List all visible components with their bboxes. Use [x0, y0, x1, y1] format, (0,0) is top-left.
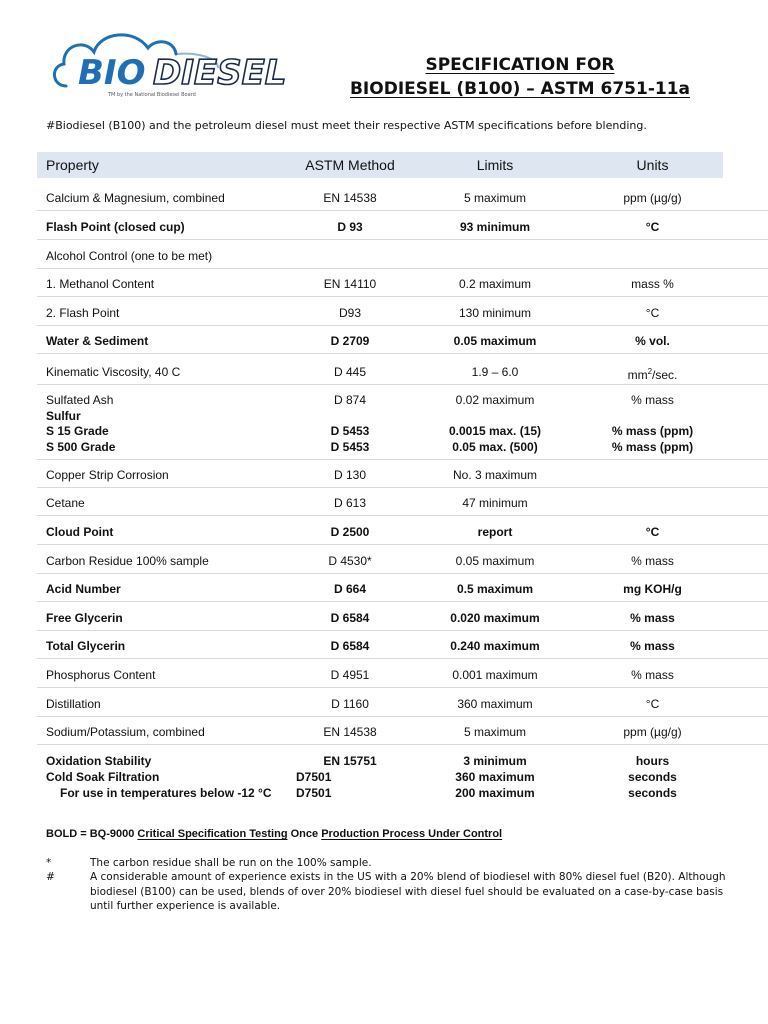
unit-superscript: 2 [647, 367, 653, 376]
table-cell-unit: hours [635, 754, 670, 768]
title-line-1: SPECIFICATION FOR [425, 55, 615, 75]
table-cell-limit: 0.05 maximum [453, 334, 537, 348]
table-cell-property: S 15 Grade [46, 424, 109, 438]
table-cell-limit: 0.02 maximum [455, 393, 535, 407]
row-divider [37, 658, 768, 659]
table-cell-limit: 0.020 maximum [450, 611, 540, 625]
table-cell-limit: 5 maximum [463, 725, 526, 739]
table-cell-limit: 0.5 maximum [456, 582, 534, 596]
table-cell-limit: 0.2 maximum [458, 277, 532, 291]
table-cell-property: 1. Methanol Content [46, 277, 155, 291]
row-divider [37, 573, 768, 574]
legend-prefix: BOLD = BQ-9000 [46, 828, 138, 840]
table-cell-property: Sodium/Potassium, combined [46, 725, 205, 739]
table-cell-unit: °C [645, 220, 660, 234]
table-cell-property: 2. Flash Point [46, 306, 120, 320]
table-cell-method: D 613 [333, 496, 367, 510]
header-astm-method: ASTM Method [305, 157, 395, 173]
bold-legend [46, 828, 502, 840]
table-cell-limit: 1.9 – 6.0 [471, 365, 519, 379]
table-cell-property: Acid Number [46, 582, 121, 596]
header-limits: Limits [476, 157, 514, 173]
table-cell-property: Cold Soak Filtration [46, 770, 160, 784]
table-cell-limit: 0.0015 max. (15) [448, 424, 542, 438]
table-cell-unit: % mass [630, 611, 675, 625]
table-cell-unit: % mass (ppm) [611, 424, 694, 438]
row-divider [37, 296, 768, 297]
table-cell-unit: % mass (ppm) [611, 440, 694, 454]
table-cell-property: Sulfated Ash [46, 393, 114, 407]
table-cell-limit: 200 maximum [455, 786, 535, 800]
table-cell-limit: 0.05 maximum [455, 554, 535, 568]
table-cell-limit: 360 maximum [457, 697, 533, 711]
table-cell-property: Water & Sediment [46, 334, 149, 348]
table-cell-method: D 2709 [330, 334, 370, 348]
table-cell-unit: % mass [631, 668, 674, 682]
row-divider [37, 239, 768, 240]
footnote-mark-1: * [46, 857, 52, 869]
table-cell-method: D 130 [333, 468, 367, 482]
row-divider [37, 515, 768, 516]
table-cell-unit: % vol. [635, 334, 670, 348]
table-cell-property: Cetane [46, 496, 85, 510]
table-cell-method: D 93 [337, 220, 363, 234]
table-cell-unit: seconds [628, 786, 677, 800]
row-divider [37, 544, 768, 545]
table-cell-limit: 360 maximum [455, 770, 535, 784]
table-cell-method: D 445 [333, 365, 367, 379]
table-cell-unit: °C [645, 697, 660, 711]
table-cell-property: Phosphorus Content [46, 668, 156, 682]
table-cell-property: Oxidation Stability [46, 754, 152, 768]
table-cell-property: Calcium & Magnesium, combined [46, 191, 225, 205]
table-cell-unit: °C [645, 306, 660, 320]
row-divider [37, 210, 768, 211]
row-divider [37, 630, 768, 631]
table-cell-limit: 5 maximum [463, 191, 526, 205]
intro-note: #Biodiesel (B100) and the petroleum diesel must meet their respective ASTM specifications before blending. [46, 119, 647, 132]
table-cell-property: Alcohol Control (one to be met) [46, 249, 213, 263]
biodiesel-logo [48, 24, 318, 104]
table-cell-method: EN 14110 [323, 277, 377, 291]
row-divider [37, 459, 768, 460]
table-cell-method: D93 [338, 306, 361, 320]
table-cell-limit: 47 minimum [462, 496, 528, 510]
table-cell-unit: seconds [628, 770, 677, 784]
table-cell-limit: 3 minimum [463, 754, 527, 768]
table-cell-property: Cloud Point [46, 525, 114, 539]
table-cell-method: D 4951 [330, 668, 370, 682]
table-cell-method: D 664 [333, 582, 367, 596]
row-divider [37, 744, 768, 745]
row-divider [37, 687, 768, 688]
table-cell-property: Carbon Residue 100% sample [46, 554, 209, 568]
table-cell-unit: ppm (µg/g) [623, 725, 682, 739]
table-cell-method: D 2500 [330, 525, 370, 539]
table-cell-limit: 0.05 max. (500) [452, 440, 538, 454]
row-divider [37, 601, 768, 602]
row-divider [37, 384, 768, 385]
table-cell-property: Sulfur [46, 409, 81, 423]
row-divider [37, 487, 768, 488]
legend-mid: Once [287, 828, 322, 840]
document-title [345, 53, 695, 101]
table-cell-method: D 6584 [330, 611, 370, 625]
svg-text:BIO: BIO [78, 53, 146, 93]
title-line-2: BIODIESEL (B100) – ASTM 6751-11a [349, 79, 691, 99]
table-cell-method: EN 15751 [323, 754, 377, 768]
table-cell-unit: °C [645, 525, 660, 539]
table-cell-method: D 4530* [328, 554, 372, 568]
table-cell-method: D 5453 [330, 424, 370, 438]
table-cell-limit: 130 minimum [458, 306, 532, 320]
svg-text:DIESEL: DIESEL [153, 53, 287, 93]
table-cell-property: Flash Point (closed cup) [46, 220, 185, 234]
header-units: Units [636, 157, 669, 173]
table-cell-limit: 0.001 maximum [452, 668, 538, 682]
row-divider [37, 325, 768, 326]
row-divider [37, 716, 768, 717]
table-cell-method: D7501 [296, 786, 332, 800]
row-divider [37, 353, 768, 354]
row-divider [37, 268, 768, 269]
table-cell-method: D 6584 [330, 639, 370, 653]
table-cell-limit: report [477, 525, 513, 539]
table-cell-property: Kinematic Viscosity, 40 C [46, 365, 181, 379]
table-cell-unit: mass % [631, 277, 674, 291]
table-cell-method: D7501 [296, 770, 332, 784]
table-cell-method: EN 14538 [323, 725, 377, 739]
table-cell-unit: mg KOH/g [623, 582, 682, 596]
footnote-text-1: The carbon residue shall be run on the 100% sample. [90, 857, 372, 869]
table-cell-unit: ppm (µg/g) [623, 191, 682, 205]
table-cell-unit: $mm^2/\sec$. [627, 367, 678, 382]
table-cell-method: D 874 [333, 393, 367, 407]
table-cell-method: EN 14538 [323, 191, 377, 205]
header-property: Property [46, 157, 99, 173]
footnote-mark-2: # [46, 871, 55, 883]
footnote-text-2: A considerable amount of experience exists in the US with a 20% blend of biodiesel with 80% diesel fuel (B20). Although biodiesel (B100) can be used, blends of over 20% biodiesel with diesel fuel should be evaluated on a case-by-case basis until further experience is available. [90, 871, 726, 912]
table-cell-property: For use in temperatures below -12 °C [60, 786, 272, 800]
table-cell-property: Copper Strip Corrosion [46, 468, 169, 482]
legend-critical: Critical Specification Testing [137, 828, 288, 840]
svg-text:TM by the National Biodiesel B: TM by the National Biodiesel Board [108, 92, 196, 98]
table-cell-property: S 500 Grade [46, 440, 116, 454]
table-cell-limit: 0.240 maximum [450, 639, 540, 653]
table-cell-unit: % mass [631, 393, 674, 407]
table-cell-method: D 1160 [331, 697, 369, 711]
table-cell-unit: % mass [630, 639, 675, 653]
table-cell-limit: No. 3 maximum [452, 468, 538, 482]
legend-production: Production Process Under Control [321, 828, 503, 840]
table-cell-property: Free Glycerin [46, 611, 123, 625]
table-cell-property: Total Glycerin [46, 639, 126, 653]
table-cell-limit: 93 minimum [459, 220, 531, 234]
table-cell-property: Distillation [46, 697, 101, 711]
table-cell-method: D 5453 [330, 440, 370, 454]
table-cell-unit: % mass [631, 554, 674, 568]
